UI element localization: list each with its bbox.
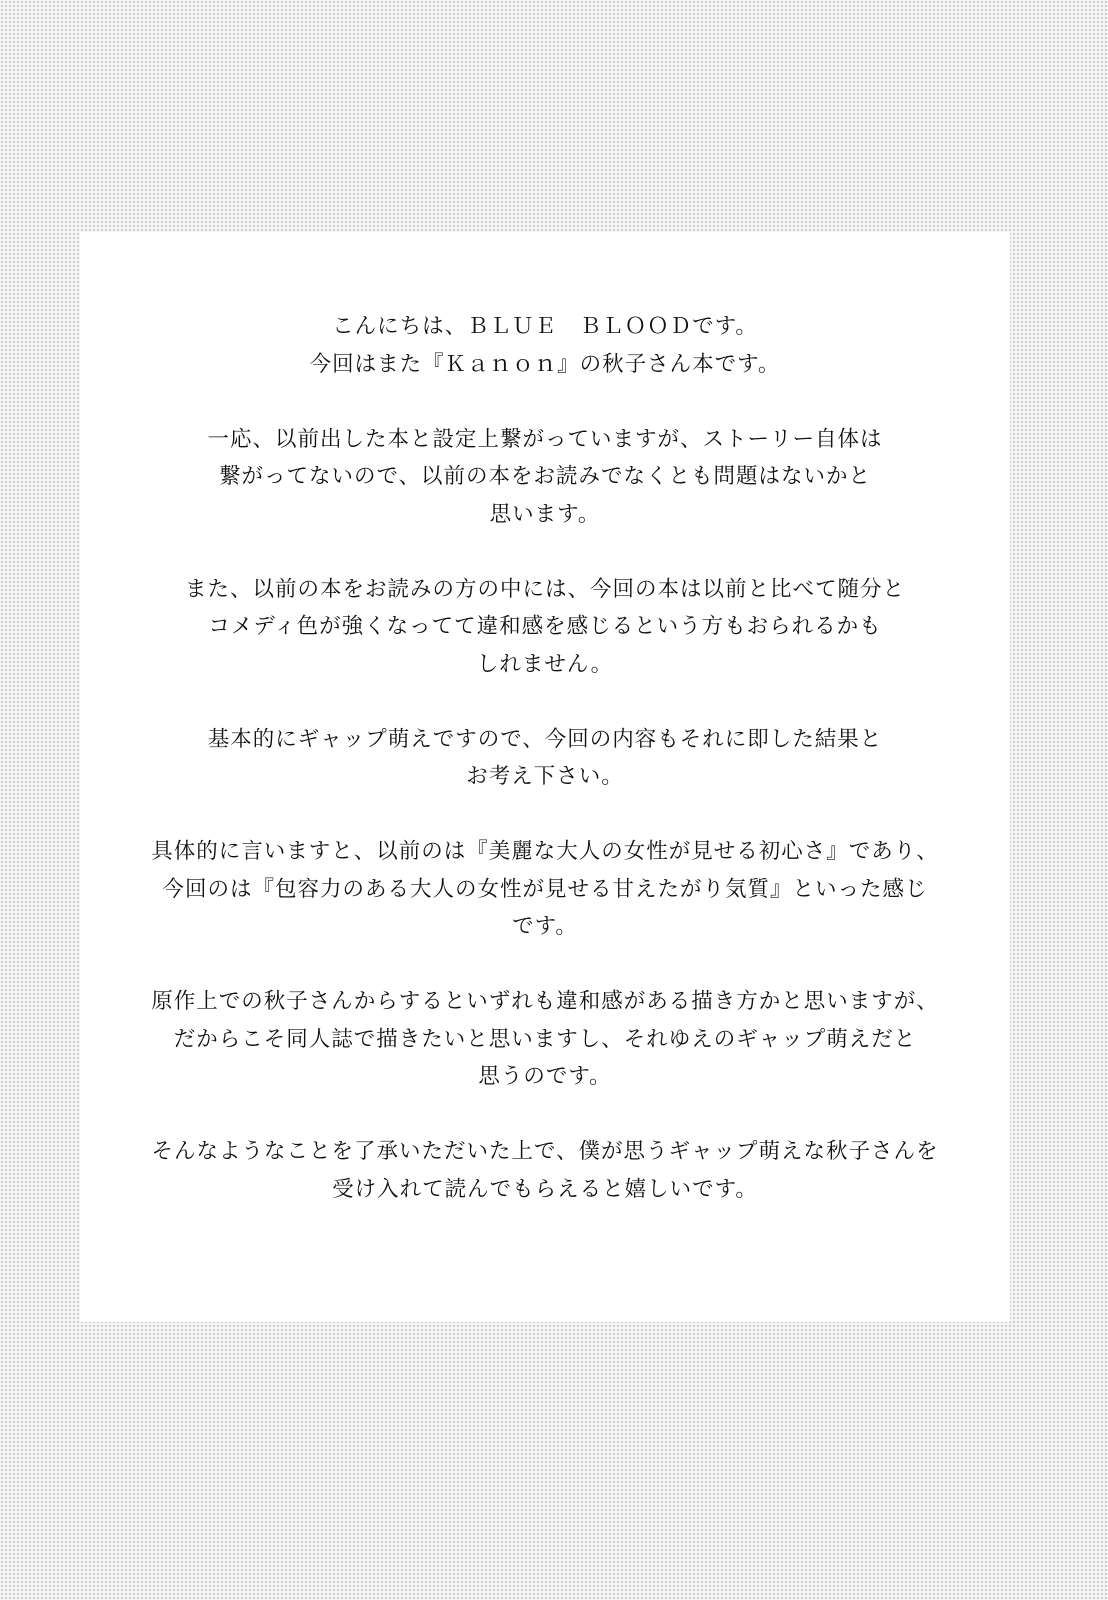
text-line: 今回はまた『Ｋａｎｏｎ』の秋子さん本です。: [309, 351, 781, 377]
text-line: 今回のは『包容力のある大人の女性が見せる甘えたがり気質』といった感じ: [162, 876, 928, 902]
text-line: お考え下さい。: [466, 764, 624, 789]
text-line: 一応、以前出した本と設定上繋がっていますが、ストーリー自体は: [207, 426, 883, 452]
text-line: こんにちは、ＢＬＵＥ ＢＬＯＯＤです。: [332, 314, 758, 339]
paragraph-comedy: [80, 571, 1010, 684]
text-line: 原作上での秋子さんからするといずれも違和感がある描き方かと思いますが、: [151, 989, 939, 1014]
paragraph-continuity: [80, 421, 1010, 534]
paragraph-gap-moe: [80, 721, 1010, 796]
afterword-panel: [80, 232, 1010, 1322]
paragraph-closing: [80, 1133, 1010, 1208]
text-line: だからこそ同人誌で描きたいと思いますし、それゆえのギャップ萌えだと: [173, 1026, 917, 1052]
afterword-text: [80, 308, 1010, 1246]
text-line: そんなようなことを了承いただいた上で、僕が思うギャップ萌えな秋子さんを: [151, 1139, 939, 1164]
text-line: 基本的にギャップ萌えですので、今回の内容もそれに即した結果と: [207, 726, 883, 752]
paragraph-greeting: [80, 308, 1010, 383]
text-line: 思うのです。: [478, 1064, 612, 1089]
text-line: 受け入れて読んでもらえると嬉しいです。: [332, 1176, 758, 1202]
paragraph-doujinshi: [80, 983, 1010, 1096]
text-line: 具体的に言いますと、以前のは『美麗な大人の女性が見せる初心さ』であり、: [151, 839, 939, 864]
text-line: しれません。: [476, 651, 614, 677]
text-line: コメディ色が強くなってて違和感を感じるという方もおられるかも: [208, 614, 882, 639]
text-line: また、以前の本をお読みの方の中には、今回の本は以前と比べて随分と: [184, 576, 905, 602]
text-line: 思います。: [489, 501, 601, 527]
paragraph-specifics: [80, 833, 1010, 946]
text-line: 繋がってないので、以前の本をお読みでなくとも問題はないかと: [218, 464, 872, 489]
text-line: です。: [512, 914, 578, 939]
